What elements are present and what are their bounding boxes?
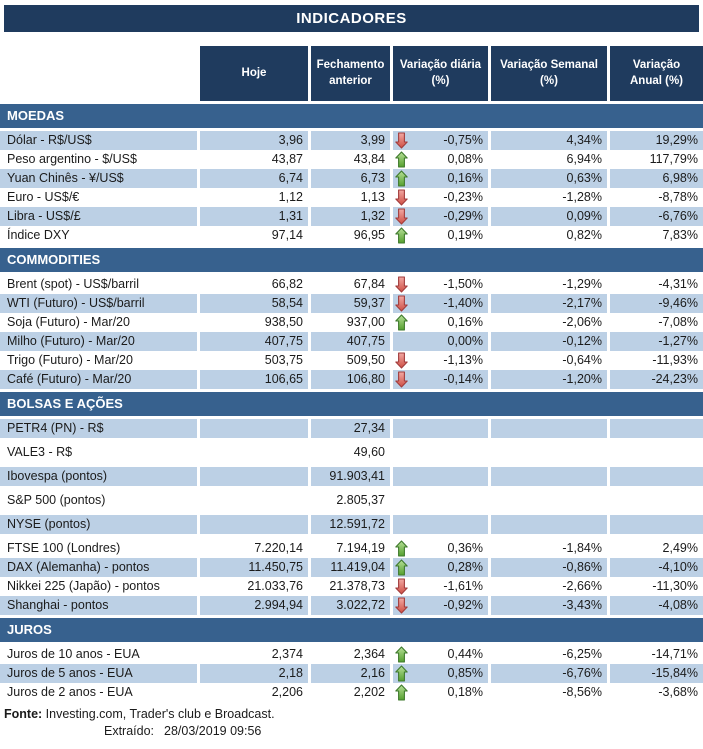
column-header-2: Fechamento anterior	[308, 46, 390, 101]
trend-icon-slot	[393, 443, 412, 462]
up-arrow-icon	[395, 559, 408, 576]
cell-label: Juros de 2 anos - EUA	[7, 685, 133, 699]
cell-variacao-semanal: 0,63%	[488, 169, 607, 188]
trend-icon-slot	[393, 370, 412, 389]
cell-variacao-anual: -14,71%	[607, 645, 703, 664]
down-arrow-icon	[395, 276, 408, 293]
cell-variacao-diaria	[390, 351, 488, 370]
cell-label: Juros de 10 anos - EUA	[7, 647, 140, 661]
cell-fechamento: 7.194,19	[308, 539, 390, 558]
cell-fechamento: 12.591,72	[308, 515, 390, 534]
cell-variacao-semanal: -3,43%	[488, 596, 607, 615]
trend-icon-slot	[393, 351, 412, 370]
cell-fechamento: 2,364	[308, 645, 390, 664]
cell-label: Milho (Futuro) - Mar/20	[7, 334, 135, 348]
cell-fechamento: 49,60	[308, 443, 390, 462]
cell-variacao-diaria	[390, 596, 488, 615]
section-header-juros: JUROS	[0, 618, 703, 645]
cell-fechamento: 407,75	[308, 332, 390, 351]
cell-hoje: 3,96	[197, 131, 308, 150]
cell-variacao-diaria	[390, 419, 488, 438]
cell-variacao-diaria	[390, 443, 488, 462]
table-row	[0, 683, 703, 702]
cell-hoje	[197, 515, 308, 534]
cell-variacao-diaria	[390, 577, 488, 596]
cell-variacao-diaria	[390, 169, 488, 188]
cell-variacao-anual: 6,98%	[607, 169, 703, 188]
cell-variacao-anual: 7,83%	[607, 226, 703, 245]
cell-fechamento: 2,16	[308, 664, 390, 683]
cell-fechamento: 2,202	[308, 683, 390, 702]
cell-variacao-semanal: -6,25%	[488, 645, 607, 664]
variacao-diaria-value: -0,92%	[443, 598, 483, 612]
cell-variacao-semanal: -8,56%	[488, 683, 607, 702]
variacao-diaria-value: 0,19%	[447, 228, 483, 242]
cell-label: Peso argentino - $/US$	[7, 152, 137, 166]
table-row	[0, 188, 703, 207]
cell-variacao-semanal	[488, 491, 607, 510]
cell-fechamento: 91.903,41	[308, 467, 390, 486]
cell-variacao-anual: -8,78%	[607, 188, 703, 207]
cell-variacao-semanal: -0,12%	[488, 332, 607, 351]
page-title: INDICADORES	[4, 5, 699, 32]
cell-variacao-semanal: -1,28%	[488, 188, 607, 207]
trend-icon-slot	[393, 207, 412, 226]
cell-label: FTSE 100 (Londres)	[7, 541, 121, 555]
cell-variacao-semanal	[488, 443, 607, 462]
cell-hoje: 1,31	[197, 207, 308, 226]
cell-variacao-semanal: -6,76%	[488, 664, 607, 683]
variacao-diaria-value: -1,61%	[443, 579, 483, 593]
table-row	[0, 275, 703, 294]
cell-hoje: 2,206	[197, 683, 308, 702]
extracted-label: Extraído:	[104, 724, 155, 738]
table-row	[0, 443, 703, 462]
cell-hoje: 106,65	[197, 370, 308, 389]
footer	[0, 707, 703, 738]
up-arrow-icon	[395, 665, 408, 682]
variacao-diaria-value: -0,75%	[443, 133, 483, 147]
column-header-spacer	[0, 46, 197, 101]
cell-label: Nikkei 225 (Japão) - pontos	[7, 579, 160, 593]
cell-variacao-anual: -11,30%	[607, 577, 703, 596]
cell-hoje: 58,54	[197, 294, 308, 313]
cell-variacao-diaria	[390, 683, 488, 702]
cell-hoje: 43,87	[197, 150, 308, 169]
column-header-3: Variação diária (%)	[390, 46, 488, 101]
trend-icon-slot	[393, 539, 412, 558]
cell-variacao-diaria	[390, 131, 488, 150]
cell-hoje: 1,12	[197, 188, 308, 207]
cell-label: NYSE (pontos)	[7, 517, 91, 531]
up-arrow-icon	[395, 314, 408, 331]
cell-hoje	[197, 467, 308, 486]
cell-hoje: 2,374	[197, 645, 308, 664]
cell-variacao-diaria	[390, 150, 488, 169]
cell-variacao-semanal: 0,82%	[488, 226, 607, 245]
table-row	[0, 313, 703, 332]
cell-variacao-semanal	[488, 515, 607, 534]
up-arrow-icon	[395, 540, 408, 557]
cell-hoje: 2.994,94	[197, 596, 308, 615]
trend-icon-slot	[393, 664, 412, 683]
cell-variacao-anual: -24,23%	[607, 370, 703, 389]
cell-fechamento: 1,13	[308, 188, 390, 207]
cell-variacao-anual: -1,27%	[607, 332, 703, 351]
down-arrow-icon	[395, 132, 408, 149]
variacao-diaria-value: 0,00%	[447, 334, 483, 348]
trend-icon-slot	[393, 491, 412, 510]
extracted-line	[0, 724, 703, 738]
trend-icon-slot	[393, 515, 412, 534]
down-arrow-icon	[395, 295, 408, 312]
cell-variacao-anual	[607, 419, 703, 438]
cell-variacao-diaria	[390, 294, 488, 313]
cell-variacao-anual	[607, 491, 703, 510]
cell-label: Trigo (Futuro) - Mar/20	[7, 353, 133, 367]
cell-variacao-semanal: -0,64%	[488, 351, 607, 370]
cell-variacao-anual: 117,79%	[607, 150, 703, 169]
cell-variacao-semanal: -1,84%	[488, 539, 607, 558]
cell-label: Juros de 5 anos - EUA	[7, 666, 133, 680]
cell-label: PETR4 (PN) - R$	[7, 421, 104, 435]
table-row	[0, 226, 703, 245]
cell-variacao-diaria	[390, 370, 488, 389]
cell-fechamento: 27,34	[308, 419, 390, 438]
cell-label: Soja (Futuro) - Mar/20	[7, 315, 130, 329]
cell-variacao-anual: -4,31%	[607, 275, 703, 294]
down-arrow-icon	[395, 578, 408, 595]
trend-icon-slot	[393, 558, 412, 577]
cell-variacao-semanal: 6,94%	[488, 150, 607, 169]
variacao-diaria-value: -1,40%	[443, 296, 483, 310]
trend-icon-slot	[393, 275, 412, 294]
cell-hoje: 503,75	[197, 351, 308, 370]
cell-fechamento: 6,73	[308, 169, 390, 188]
table-body	[0, 104, 703, 702]
cell-label: Café (Futuro) - Mar/20	[7, 372, 132, 386]
cell-label: Libra - US$/£	[7, 209, 81, 223]
down-arrow-icon	[395, 189, 408, 206]
table-row	[0, 351, 703, 370]
trend-icon-slot	[393, 577, 412, 596]
cell-fechamento: 96,95	[308, 226, 390, 245]
cell-variacao-anual	[607, 515, 703, 534]
cell-hoje: 7.220,14	[197, 539, 308, 558]
trend-icon-slot	[393, 313, 412, 332]
cell-fechamento: 2.805,37	[308, 491, 390, 510]
cell-variacao-diaria	[390, 313, 488, 332]
source-text: Investing.com, Trader's club e Broadcast.	[42, 707, 275, 721]
table-row	[0, 491, 703, 510]
cell-fechamento: 43,84	[308, 150, 390, 169]
trend-icon-slot	[393, 169, 412, 188]
cell-hoje	[197, 491, 308, 510]
cell-label: Ibovespa (pontos)	[7, 469, 108, 483]
trend-icon-slot	[393, 131, 412, 150]
source-label: Fonte:	[4, 707, 43, 721]
cell-label: Yuan Chinês - ¥/US$	[7, 171, 124, 185]
down-arrow-icon	[395, 208, 408, 225]
cell-variacao-semanal: 0,09%	[488, 207, 607, 226]
trend-icon-slot	[393, 226, 412, 245]
trend-icon-slot	[393, 645, 412, 664]
cell-hoje	[197, 419, 308, 438]
variacao-diaria-value: -1,50%	[443, 277, 483, 291]
trend-icon-slot	[393, 419, 412, 438]
cell-fechamento: 59,37	[308, 294, 390, 313]
cell-variacao-semanal: -0,86%	[488, 558, 607, 577]
up-arrow-icon	[395, 684, 408, 701]
cell-hoje: 21.033,76	[197, 577, 308, 596]
section-header-moedas: MOEDAS	[0, 104, 703, 131]
cell-fechamento: 1,32	[308, 207, 390, 226]
cell-variacao-diaria	[390, 226, 488, 245]
trend-icon-slot	[393, 683, 412, 702]
cell-variacao-diaria	[390, 275, 488, 294]
table-row	[0, 596, 703, 615]
cell-fechamento: 3.022,72	[308, 596, 390, 615]
cell-label: WTI (Futuro) - US$/barril	[7, 296, 145, 310]
cell-hoje	[197, 443, 308, 462]
cell-fechamento: 3,99	[308, 131, 390, 150]
table-row	[0, 207, 703, 226]
variacao-diaria-value: -0,14%	[443, 372, 483, 386]
cell-variacao-diaria	[390, 491, 488, 510]
cell-label: S&P 500 (pontos)	[7, 493, 106, 507]
variacao-diaria-value: 0,16%	[447, 315, 483, 329]
table-row	[0, 169, 703, 188]
trend-icon-slot	[393, 332, 412, 351]
cell-variacao-diaria	[390, 539, 488, 558]
cell-hoje: 11.450,75	[197, 558, 308, 577]
cell-variacao-diaria	[390, 188, 488, 207]
cell-hoje: 66,82	[197, 275, 308, 294]
cell-variacao-semanal: -2,06%	[488, 313, 607, 332]
trend-icon-slot	[393, 150, 412, 169]
cell-fechamento: 11.419,04	[308, 558, 390, 577]
cell-variacao-anual: -4,08%	[607, 596, 703, 615]
cell-label: Dólar - R$/US$	[7, 133, 92, 147]
table-row	[0, 370, 703, 389]
table-row	[0, 467, 703, 486]
cell-variacao-semanal: 4,34%	[488, 131, 607, 150]
table-row	[0, 515, 703, 534]
table-row	[0, 645, 703, 664]
cell-hoje: 938,50	[197, 313, 308, 332]
table-row	[0, 150, 703, 169]
cell-variacao-diaria	[390, 645, 488, 664]
cell-variacao-diaria	[390, 207, 488, 226]
cell-variacao-anual: -15,84%	[607, 664, 703, 683]
cell-hoje: 97,14	[197, 226, 308, 245]
cell-hoje: 407,75	[197, 332, 308, 351]
cell-fechamento: 106,80	[308, 370, 390, 389]
cell-variacao-anual: -9,46%	[607, 294, 703, 313]
cell-variacao-anual: -3,68%	[607, 683, 703, 702]
cell-label: Índice DXY	[7, 228, 70, 242]
column-header-4: Variação Semanal (%)	[488, 46, 607, 101]
up-arrow-icon	[395, 227, 408, 244]
cell-variacao-semanal: -1,20%	[488, 370, 607, 389]
cell-variacao-diaria	[390, 664, 488, 683]
variacao-diaria-value: -0,29%	[443, 209, 483, 223]
up-arrow-icon	[395, 646, 408, 663]
section-header-commodities: COMMODITIES	[0, 248, 703, 275]
cell-variacao-semanal: -2,17%	[488, 294, 607, 313]
variacao-diaria-value: 0,08%	[447, 152, 483, 166]
up-arrow-icon	[395, 170, 408, 187]
cell-variacao-anual: -7,08%	[607, 313, 703, 332]
cell-hoje: 2,18	[197, 664, 308, 683]
cell-fechamento: 67,84	[308, 275, 390, 294]
variacao-diaria-value: 0,44%	[447, 647, 483, 661]
cell-variacao-diaria	[390, 467, 488, 486]
column-header-5: Variação Anual (%)	[607, 46, 703, 101]
table-row	[0, 294, 703, 313]
cell-variacao-diaria	[390, 515, 488, 534]
cell-variacao-semanal	[488, 467, 607, 486]
cell-variacao-anual: -6,76%	[607, 207, 703, 226]
trend-icon-slot	[393, 467, 412, 486]
cell-variacao-anual: 19,29%	[607, 131, 703, 150]
cell-variacao-semanal	[488, 419, 607, 438]
down-arrow-icon	[395, 597, 408, 614]
cell-label: Brent (spot) - US$/barril	[7, 277, 139, 291]
cell-fechamento: 21.378,73	[308, 577, 390, 596]
source-line	[0, 707, 703, 721]
cell-variacao-anual	[607, 467, 703, 486]
cell-label: Euro - US$/€	[7, 190, 80, 204]
table-row	[0, 419, 703, 438]
variacao-diaria-value: 0,85%	[447, 666, 483, 680]
trend-icon-slot	[393, 596, 412, 615]
cell-label: DAX (Alemanha) - pontos	[7, 560, 150, 574]
table-row	[0, 332, 703, 351]
down-arrow-icon	[395, 352, 408, 369]
table-row	[0, 539, 703, 558]
cell-hoje: 6,74	[197, 169, 308, 188]
cell-variacao-anual: -11,93%	[607, 351, 703, 370]
variacao-diaria-value: -0,23%	[443, 190, 483, 204]
cell-variacao-anual: 2,49%	[607, 539, 703, 558]
cell-fechamento: 509,50	[308, 351, 390, 370]
cell-variacao-diaria	[390, 332, 488, 351]
table-row	[0, 558, 703, 577]
cell-label: VALE3 - R$	[7, 445, 73, 459]
cell-fechamento: 937,00	[308, 313, 390, 332]
variacao-diaria-value: -1,13%	[443, 353, 483, 367]
cell-variacao-diaria	[390, 558, 488, 577]
variacao-diaria-value: 0,18%	[447, 685, 483, 699]
trend-icon-slot	[393, 188, 412, 207]
column-header-1: Hoje	[197, 46, 308, 101]
column-header-row	[0, 46, 703, 101]
section-header-bolsas-e-acoes: BOLSAS E AÇÕES	[0, 392, 703, 419]
variacao-diaria-value: 0,36%	[447, 541, 483, 555]
table-row	[0, 131, 703, 150]
cell-variacao-semanal: -1,29%	[488, 275, 607, 294]
table-row	[0, 577, 703, 596]
cell-variacao-anual: -4,10%	[607, 558, 703, 577]
variacao-diaria-value: 0,16%	[447, 171, 483, 185]
cell-variacao-semanal: -2,66%	[488, 577, 607, 596]
down-arrow-icon	[395, 371, 408, 388]
table-row	[0, 664, 703, 683]
cell-variacao-anual	[607, 443, 703, 462]
variacao-diaria-value: 0,28%	[447, 560, 483, 574]
up-arrow-icon	[395, 151, 408, 168]
trend-icon-slot	[393, 294, 412, 313]
extracted-timestamp: 28/03/2019 09:56	[164, 724, 262, 738]
cell-label: Shanghai - pontos	[7, 598, 109, 612]
